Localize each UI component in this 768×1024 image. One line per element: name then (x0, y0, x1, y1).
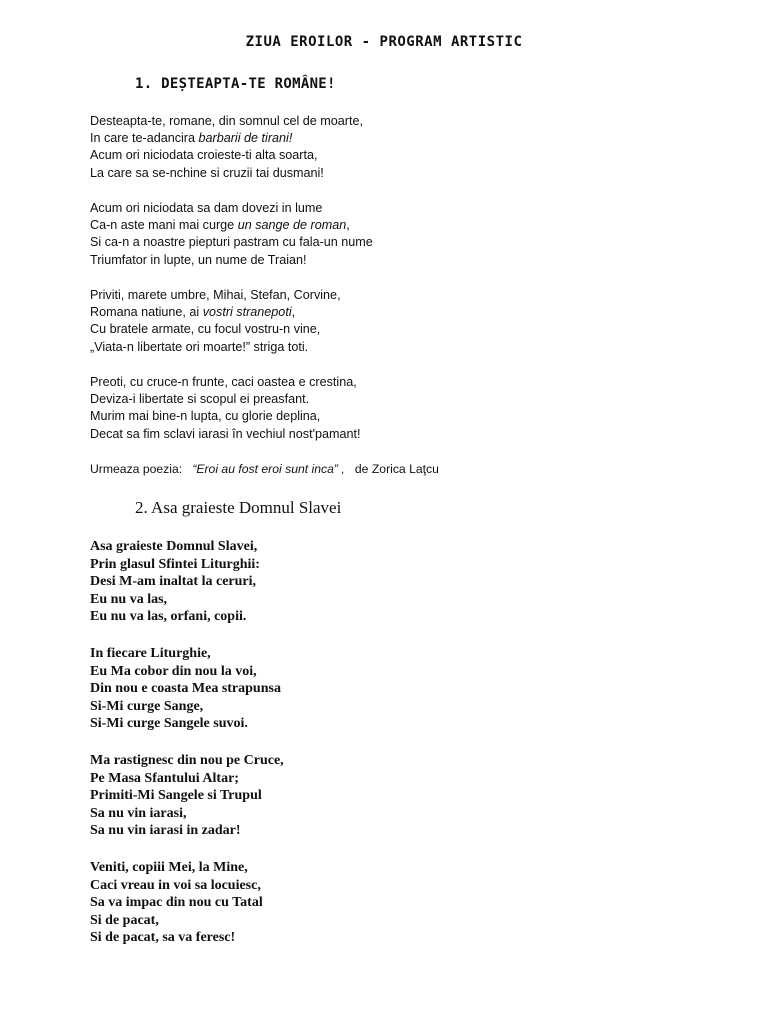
line-text: In fiecare Liturghie, (90, 646, 211, 661)
line-text: Primiti-Mi Sangele si Trupul (90, 788, 262, 803)
line-text: Din nou e coasta Mea strapunsa (90, 681, 281, 696)
line-text: , (291, 305, 296, 320)
line-text: Pe Masa Sfantului Altar; (90, 770, 239, 786)
poem-line (90, 200, 373, 217)
line-text: Eu nu va las, orfani, copii. (90, 609, 247, 624)
poem-line (90, 165, 363, 182)
poem-line (90, 321, 341, 338)
poem-line (90, 663, 281, 681)
line-text: Asa graieste Domnul Slavei, (90, 539, 258, 554)
poem-line (90, 573, 260, 591)
poem-line (90, 426, 360, 443)
line-text: Romana natiune, ai (90, 305, 203, 320)
note-label: Urmeaza poezia: (90, 462, 183, 476)
poem-line (90, 391, 360, 408)
poem-line (90, 715, 281, 733)
section1-heading: 1. DEȘTEAPTA-TE ROMÂNE! (135, 76, 336, 92)
line-text: Sa va impac din nou cu Tatal (90, 895, 263, 910)
poem-line (90, 591, 260, 609)
poem-line (90, 234, 373, 251)
poem-line (90, 287, 341, 304)
line-text: Deviza-i libertate si scopul ei preasfant. (90, 392, 310, 407)
italic-phrase: vostri stranepoti (202, 305, 292, 320)
poem-line (90, 698, 281, 716)
line-text: Decat sa fim sclavi iarasi în vechiul nost'pamant! (90, 426, 361, 441)
line-text: Prin glasul Sfintei Liturghii: (90, 556, 260, 572)
line-text: Si de pacat, (90, 912, 159, 928)
line-text: Sa nu vin iarasi in zadar! (90, 823, 241, 838)
line-text: Desteapta-te, romane, din somnul cel de moarte, (90, 114, 364, 128)
poem-line (90, 374, 360, 391)
poem-line (90, 408, 360, 425)
poem-line (90, 929, 263, 947)
line-text: La care sa se-nchine si cruzii tai dusmani! (90, 165, 324, 180)
poem-line (90, 556, 260, 574)
poem-line (90, 912, 263, 930)
line-text: Preoti, cu cruce-n frunte, caci oastea e crestina, (90, 375, 357, 389)
italic-phrase: barbarii de tirani! (198, 131, 293, 146)
line-text: Si de pacat, sa va feresc! (90, 930, 236, 945)
poem-line (90, 680, 281, 698)
poem-line (90, 147, 363, 164)
section1-stanza-2 (90, 200, 373, 269)
poem-line (90, 304, 341, 321)
line-text: , (346, 218, 350, 233)
line-text: „Viata-n libertate ori moarte!” striga toti. (90, 339, 309, 354)
line-text: Sa nu vin iarasi, (90, 805, 187, 821)
line-text: Ca-n aste mani mai curge (90, 218, 238, 233)
section2-stanza-3 (90, 752, 284, 840)
line-text: In care te-adancira (90, 131, 199, 146)
line-text: Ma rastignesc din nou pe Cruce, (90, 753, 284, 768)
line-text: Acum ori niciodata sa dam dovezi in lume (90, 201, 323, 215)
line-text: Cu bratele armate, cu focul vostru-n vine, (90, 322, 321, 337)
italic-phrase: un sange de roman (237, 218, 347, 233)
line-text: Triumfator in lupte, un nume de Traian! (90, 252, 307, 267)
poem-line (90, 339, 341, 356)
poem-line (90, 894, 263, 912)
section2-heading: 2. Asa graieste Domnul Slavei (135, 498, 342, 517)
note-author: de Zorica Laţcu (354, 462, 439, 476)
poem-line (90, 538, 260, 556)
poem-line (90, 252, 373, 269)
line-text: Murim mai bine-n lupta, cu glorie deplina, (90, 409, 321, 424)
poem-line (90, 805, 284, 823)
line-text: Priviti, marete umbre, Mihai, Stefan, Corvine, (90, 288, 341, 302)
section2-stanza-4 (90, 859, 263, 947)
poem-line (90, 608, 260, 626)
poem-line (90, 645, 281, 663)
line-text: Desi M-am inaltat la ceruri, (90, 574, 257, 589)
section1-stanza-3 (90, 287, 341, 356)
line-text: Veniti, copiii Mei, la Mine, (90, 860, 248, 875)
line-text: Eu nu va las, (90, 591, 168, 607)
poem-line (90, 770, 284, 788)
poem-line (90, 859, 263, 877)
line-text: Si-Mi curge Sange, (90, 698, 204, 714)
line-text: Eu Ma cobor din nou la voi, (90, 663, 257, 679)
next-poem-note (90, 462, 439, 476)
line-text: Acum ori niciodata croieste-ti alta soarta, (90, 148, 318, 163)
poem-line (90, 752, 284, 770)
document-title: ZIUA EROILOR - PROGRAM ARTISTIC (245, 34, 523, 50)
section2-stanza-2 (90, 645, 281, 733)
poem-line (90, 787, 284, 805)
section2-stanza-1 (90, 538, 260, 626)
poem-line (90, 113, 363, 130)
line-text: Si ca-n a noastre piepturi pastram cu fala-un nume (90, 235, 373, 250)
note-poem-title: “Eroi au fost eroi sunt inca” , (192, 462, 345, 476)
section1-stanza-1 (90, 113, 363, 182)
poem-line (90, 130, 363, 147)
line-text: Si-Mi curge Sangele suvoi. (90, 716, 248, 731)
line-text: Caci vreau in voi sa locuiesc, (90, 877, 261, 893)
poem-line (90, 877, 263, 895)
section1-stanza-4 (90, 374, 360, 443)
poem-line (90, 217, 373, 234)
poem-line (90, 822, 284, 840)
